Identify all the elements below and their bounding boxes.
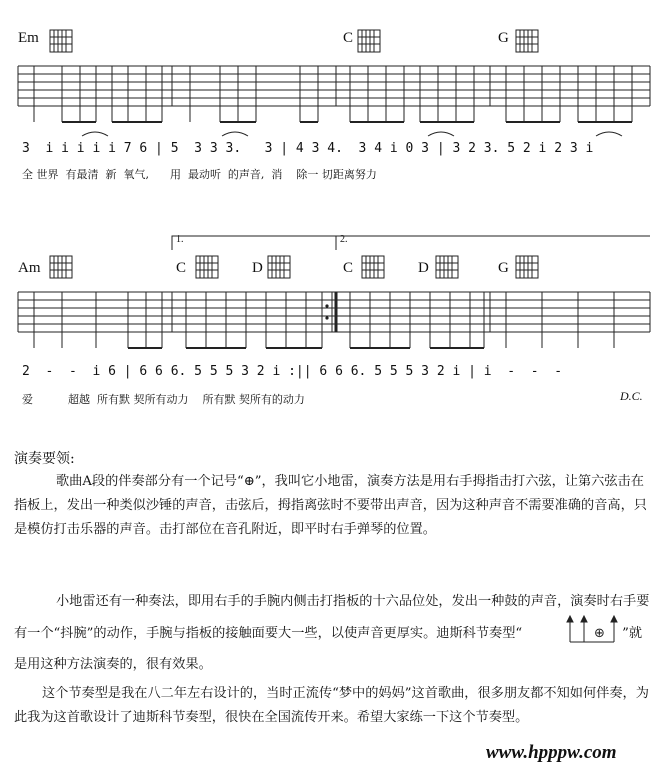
rhythm-symbol: ⊕ (594, 626, 606, 641)
section-heading: 演奏要领: (14, 451, 75, 467)
chord-label-c3: C (343, 260, 354, 276)
paragraph-2-part-b: ”就是用这种方法演奏的，很有效果。 (14, 626, 643, 672)
chord-label-g2: G (498, 260, 509, 276)
lyrics-line1: 全 世界 有最清 新 氧气, 用 最动听 的声音, 消 除一 切距离努力 (22, 168, 377, 181)
chord-label-c: C (343, 30, 354, 46)
footer-url: www.hpppw.com (486, 742, 617, 763)
volta-2-label: 2. (340, 234, 348, 245)
chord-diagram-em (50, 30, 72, 52)
paragraph-2-part-a: 小地雷还有一种奏法，即用右手的手腕内侧击打指板的十六品位处，发出一种鼓的声音，演奏时右手要有一个“抖腕”的动作，手腕与指板的接触面要大一些，以使声音更厚实。迪斯科节奏型“ (14, 594, 650, 641)
paragraph-1: 歌曲A段的伴奏部分有一个记号“⊕”，我叫它小地雷，演奏方法是用右手拇指击打六弦，让第六弦击在指板上，发出一种类似沙锤的声音，击弦后，拇指离弦时不要带出声音，因为这种声音不需要准确的音高，只是模仿打击乐器的声音。击打部位在音孔附近，即平时右手弹琴的位置。 (14, 474, 647, 537)
chord-diagram-am (50, 256, 72, 278)
chord-diagram-g (516, 30, 538, 52)
rhythm-arrows-icon (564, 614, 622, 644)
numbered-notation-line1: 3 i i i i i 7 6 | 5 3 3 3. 3 | 4 3 4. 3 4 i 0 3 | 3 2 3. 5 2 i 2 3 i (22, 141, 594, 156)
disco-rhythm-pattern (522, 614, 622, 653)
volta-1-label: 1. (176, 234, 184, 245)
chord-diagram-c2 (196, 256, 218, 278)
lyrics-line2: 爱 超越 所有默 契所有动力 所有默 契所有的动力 (22, 393, 305, 406)
dc-marking: D.C. (620, 389, 643, 403)
chord-label-am: Am (18, 260, 41, 276)
chord-diagram-c3 (362, 256, 384, 278)
chord-label-d2: D (418, 260, 429, 276)
chord-diagram-d (268, 256, 290, 278)
chord-label-c2: C (176, 260, 187, 276)
chord-label-g: G (498, 30, 509, 46)
chord-label-d: D (252, 260, 263, 276)
chord-diagram-g2 (516, 256, 538, 278)
chord-label-em: Em (18, 30, 39, 46)
numbered-notation-line2: 2 - - i 6 | 6 6 6. 5 5 5 3 2 i :|| 6 6 6. 5 5 5 3 2 i | i - - - (22, 364, 563, 379)
paragraph-2 (14, 590, 654, 677)
chord-diagram-c (358, 30, 380, 52)
chord-diagram-d2 (436, 256, 458, 278)
paragraph-3: 这个节奏型是我在八二年左右设计的，当时正流传“梦中的妈妈”这首歌曲，很多朋友都不知如何伴奏，为此我为这首歌设计了迪斯科节奏型，很快在全国流传开来。希望大家练一下这个节奏型。 (14, 686, 649, 725)
